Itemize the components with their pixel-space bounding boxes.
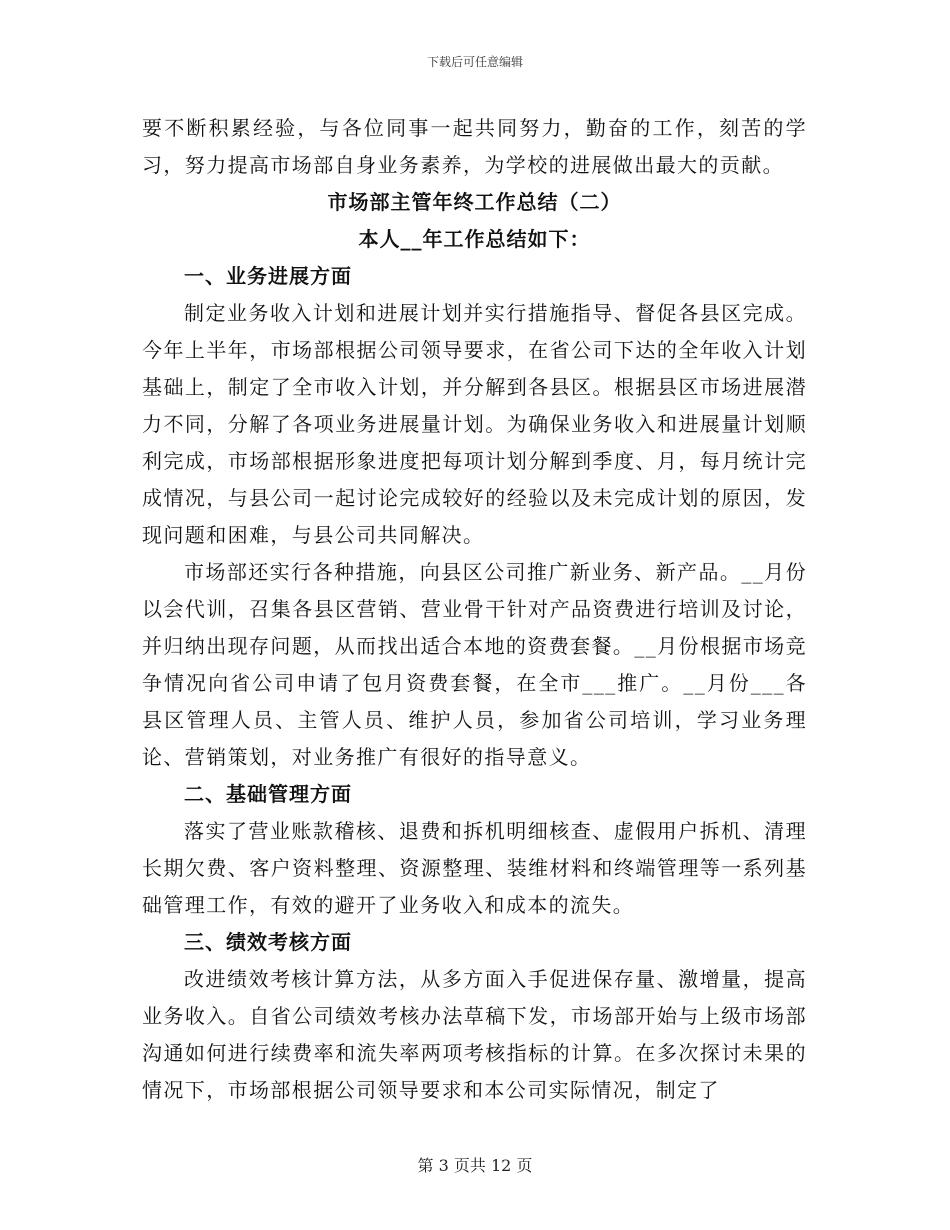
section3-paragraph-1: 改进绩效考核计算方法，从多方面入手促进保存量、激增量，提高业务收入。自省公司绩效考核办法草稿下发，市场部开始与上级市场部沟通如何进行续费率和流失率两项考核指标的计算。在多次探讨未果的情况下，市场部根据公司领导要求和本公司实际情况，制定了 xyxy=(142,967,807,1102)
section2-paragraph-1: 落实了营业账款稽核、退费和拆机明细核查、虚假用户拆机、清理长期欠费、客户资料整理、资源整理、装维材料和终端管理等一系列基础管理工作，有效的避开了业务收入和成本的流失。 xyxy=(142,819,807,917)
page-number: 第 3 页共 12 页 xyxy=(417,1156,533,1175)
section-title: 市场部主管年终工作总结（二） xyxy=(327,190,622,214)
intro-paragraph: 要不断积累经验，与各位同事一起共同努力，勤奋的工作，刻苦的学习，努力提高市场部自身业务素养，为学校的进展做出最大的贡献。 xyxy=(142,116,807,177)
section2-heading: 二、基础管理方面 xyxy=(184,782,352,806)
section3-heading: 三、绩效考核方面 xyxy=(184,930,352,954)
section1-paragraph-1: 制定业务收入计划和进展计划并实行措施指导、督促各县区完成。今年上半年，市场部根据公司领导要求，在省公司下达的全年收入计划基础上，制定了全市收入计划，并分解到各县区。根据县区市场进展潜力不同，分解了各项业务进展量计划。为确保业务收入和进展量计划顺利完成，市场部根据形象进度把每项计划分解到季度、月，每月统计完成情况，与县公司一起讨论完成较好的经验以及未完成计划的原因，发现问题和困难，与县公司共同解决。 xyxy=(142,301,807,547)
document-body xyxy=(142,110,807,1109)
section-subtitle: 本人__年工作总结如下： xyxy=(358,227,591,251)
section1-paragraph-2: 市场部还实行各种措施，向县区公司推广新业务、新产品。__月份以会代训，召集各县区营销、营业骨干针对产品资费进行培训及讨论，并归纳出现存问题，从而找出适合本地的资费套餐。__月份根据市场竞争情况向省公司申请了包月资费套餐，在全市___推广。__月份___各县区管理人员、主管人员、维护人员，参加省公司培训，学习业务理论、营销策划，对业务推广有很好的指导意义。 xyxy=(142,560,807,769)
header-note: 下载后可任意编辑 xyxy=(426,55,523,69)
section1-heading: 一、业务进展方面 xyxy=(184,264,352,288)
